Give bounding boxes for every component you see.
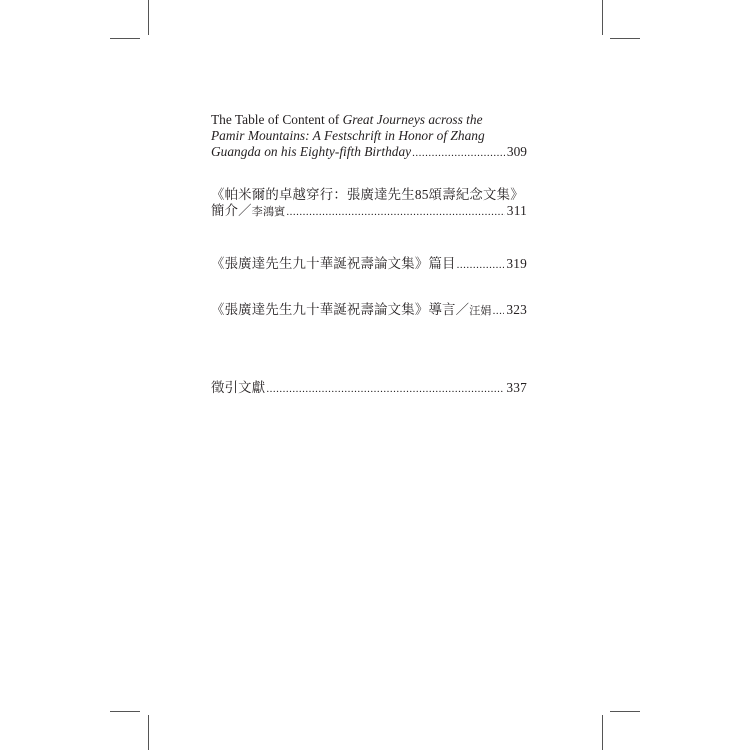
leader-dots (266, 381, 504, 397)
page-number: 337 (506, 380, 527, 395)
toc-entry-text: The Table of Content of (211, 112, 343, 127)
toc-entry-author: 李鴻賓 (251, 206, 286, 218)
toc-entry-introduction[interactable] (211, 187, 527, 220)
page-number: 319 (506, 256, 527, 271)
toc-leader-line (211, 380, 527, 397)
crop-mark (610, 711, 640, 712)
toc-entry-text: 徵引文獻 (211, 380, 266, 395)
toc-entry-title-italic: Great Journeys across the (342, 112, 483, 127)
table-of-contents (211, 112, 527, 397)
crop-mark (602, 715, 603, 750)
toc-entry-text: 《張廣達先生九十華誕祝壽論文集》導言／ (211, 302, 470, 317)
toc-line (211, 128, 527, 144)
page-number: 323 (506, 302, 527, 317)
crop-mark (110, 711, 140, 712)
toc-entry-references[interactable] (211, 380, 527, 397)
crop-mark (610, 38, 640, 39)
page-number: 309 (506, 144, 527, 159)
toc-entry-preface[interactable] (211, 302, 527, 319)
leader-dots (412, 145, 505, 161)
toc-leader-line (211, 256, 527, 273)
page-number: 311 (506, 203, 527, 218)
crop-mark (110, 38, 140, 39)
toc-leader-line (211, 203, 527, 220)
toc-leader-line (211, 302, 527, 319)
toc-entry-text: 《張廣達先生九十華誕祝壽論文集》篇目 (211, 256, 456, 271)
toc-leader-line (211, 144, 527, 161)
crop-mark (602, 0, 603, 35)
leader-dots (457, 257, 505, 273)
toc-entry-author: 汪娟 (469, 305, 492, 317)
crop-mark (148, 715, 149, 750)
toc-entry-contents-list[interactable] (211, 256, 527, 273)
toc-line (211, 112, 527, 128)
crop-mark (148, 0, 149, 35)
toc-entry-title-italic: Guangda on his Eighty-fifth Birthday (211, 144, 412, 159)
toc-entry-title-italic: Pamir Mountains: A Festschrift in Honor of Zhang (211, 128, 485, 143)
leader-dots (286, 204, 504, 220)
toc-entry-english[interactable] (211, 112, 527, 161)
toc-entry-text: 《帕米爾的卓越穿行：張廣達先生85頌壽紀念文集》 (211, 187, 524, 202)
leader-dots (493, 303, 505, 319)
toc-entry-text: 簡介／ (211, 203, 252, 218)
